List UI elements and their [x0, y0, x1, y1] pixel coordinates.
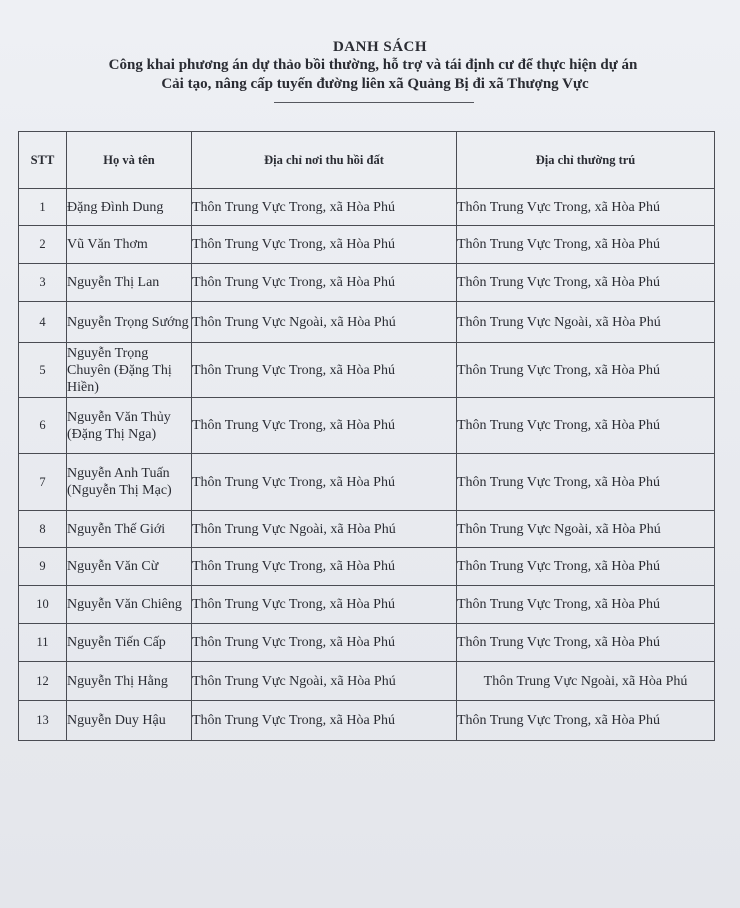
- stt-cell: 1: [19, 189, 67, 226]
- document-title: DANH SÁCH: [332, 39, 428, 55]
- name-cell: Nguyễn Văn Chiêng: [67, 586, 192, 624]
- table-row: [19, 398, 715, 454]
- name-cell: Nguyễn Thị Hằng: [67, 662, 192, 701]
- residence-cell: Thôn Trung Vực Ngoài, xã Hòa Phú: [457, 662, 715, 701]
- stt-cell: 3: [19, 264, 67, 302]
- land-address-cell: Thôn Trung Vực Ngoài, xã Hòa Phú: [192, 511, 457, 548]
- residence-cell: Thôn Trung Vực Trong, xã Hòa Phú: [457, 548, 715, 586]
- table-row: [19, 226, 715, 264]
- stt-cell: 7: [19, 454, 67, 511]
- stt-cell: 8: [19, 511, 67, 548]
- table-row: [19, 189, 715, 226]
- table-body: [19, 189, 715, 741]
- land-address-cell: Thôn Trung Vực Trong, xã Hòa Phú: [192, 343, 457, 398]
- document-subtitle-line2: Cải tạo, nâng cấp tuyến đường liên xã Quảng Bị đi xã Thượng Vực: [161, 76, 589, 92]
- residence-cell: Thôn Trung Vực Trong, xã Hòa Phú: [457, 586, 715, 624]
- table-header-row: [19, 132, 715, 189]
- name-cell: Nguyễn Trọng Chuyên (Đặng Thị Hiền): [67, 343, 192, 398]
- stt-cell: 11: [19, 624, 67, 662]
- stt-cell: 12: [19, 662, 67, 701]
- table-row: [19, 264, 715, 302]
- table-row: [19, 624, 715, 662]
- table-row: [19, 302, 715, 343]
- stt-cell: 2: [19, 226, 67, 264]
- land-address-cell: Thôn Trung Vực Ngoài, xã Hòa Phú: [192, 662, 457, 701]
- residence-cell: Thôn Trung Vực Ngoài, xã Hòa Phú: [457, 302, 715, 343]
- stt-cell: 9: [19, 548, 67, 586]
- name-cell: Nguyễn Thị Lan: [67, 264, 192, 302]
- stt-cell: 10: [19, 586, 67, 624]
- table-row: [19, 343, 715, 398]
- header-stt: STT: [19, 132, 67, 189]
- residence-cell: Thôn Trung Vực Trong, xã Hòa Phú: [457, 701, 715, 741]
- land-address-cell: Thôn Trung Vực Trong, xã Hòa Phú: [192, 264, 457, 302]
- document-subtitle-line1: Công khai phương án dự thảo bồi thường, hỗ trợ và tái định cư để thực hiện dự án: [108, 57, 638, 73]
- land-address-cell: Thôn Trung Vực Trong, xã Hòa Phú: [192, 701, 457, 741]
- residence-cell: Thôn Trung Vực Trong, xã Hòa Phú: [457, 454, 715, 511]
- land-address-cell: Thôn Trung Vực Trong, xã Hòa Phú: [192, 226, 457, 264]
- compensation-list-table: [18, 131, 715, 741]
- header-land-address: Địa chỉ nơi thu hồi đất: [192, 132, 457, 189]
- name-cell: Nguyễn Văn Cừ: [67, 548, 192, 586]
- residence-cell: Thôn Trung Vực Trong, xã Hòa Phú: [457, 624, 715, 662]
- name-cell: Vũ Văn Thơm: [67, 226, 192, 264]
- name-cell: Nguyễn Tiến Cấp: [67, 624, 192, 662]
- residence-cell: Thôn Trung Vực Trong, xã Hòa Phú: [457, 226, 715, 264]
- table-row: [19, 586, 715, 624]
- table-row: [19, 662, 715, 701]
- name-cell: Đặng Đình Dung: [67, 189, 192, 226]
- document-heading: [0, 38, 740, 103]
- stt-cell: 4: [19, 302, 67, 343]
- land-address-cell: Thôn Trung Vực Trong, xã Hòa Phú: [192, 454, 457, 511]
- table-row: [19, 511, 715, 548]
- title-underline: [274, 102, 474, 103]
- land-address-cell: Thôn Trung Vực Trong, xã Hòa Phú: [192, 189, 457, 226]
- name-cell: Nguyễn Văn Thủy (Đặng Thị Nga): [67, 398, 192, 454]
- table-row: [19, 701, 715, 741]
- residence-cell: Thôn Trung Vực Trong, xã Hòa Phú: [457, 264, 715, 302]
- residence-cell: Thôn Trung Vực Ngoài, xã Hòa Phú: [457, 511, 715, 548]
- table-row: [19, 454, 715, 511]
- table-row: [19, 548, 715, 586]
- name-cell: Nguyễn Duy Hậu: [67, 701, 192, 741]
- residence-cell: Thôn Trung Vực Trong, xã Hòa Phú: [457, 398, 715, 454]
- land-address-cell: Thôn Trung Vực Trong, xã Hòa Phú: [192, 548, 457, 586]
- name-cell: Nguyễn Trọng Sướng: [67, 302, 192, 343]
- residence-cell: Thôn Trung Vực Trong, xã Hòa Phú: [457, 189, 715, 226]
- name-cell: Nguyễn Thế Giới: [67, 511, 192, 548]
- land-address-cell: Thôn Trung Vực Ngoài, xã Hòa Phú: [192, 302, 457, 343]
- stt-cell: 13: [19, 701, 67, 741]
- stt-cell: 6: [19, 398, 67, 454]
- header-residence: Địa chỉ thường trú: [457, 132, 715, 189]
- land-address-cell: Thôn Trung Vực Trong, xã Hòa Phú: [192, 586, 457, 624]
- header-name: Họ và tên: [67, 132, 192, 189]
- name-cell: Nguyễn Anh Tuấn (Nguyễn Thị Mạc): [67, 454, 192, 511]
- land-address-cell: Thôn Trung Vực Trong, xã Hòa Phú: [192, 398, 457, 454]
- land-address-cell: Thôn Trung Vực Trong, xã Hòa Phú: [192, 624, 457, 662]
- residence-cell: Thôn Trung Vực Trong, xã Hòa Phú: [457, 343, 715, 398]
- stt-cell: 5: [19, 343, 67, 398]
